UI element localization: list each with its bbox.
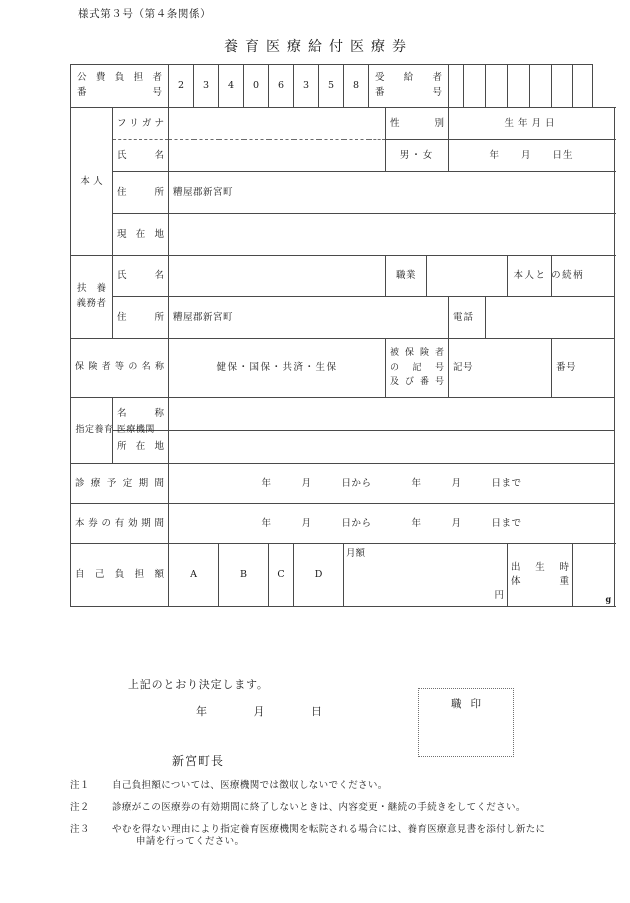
institution-name-value[interactable] [169,398,615,431]
supporter-name-label: 氏名 [113,256,169,297]
note-key: 注１ [70,780,90,791]
row-person-address [71,172,615,214]
note-text: 診療がこの医療券の有効期間に終了しないときは、内容変更・継続の手続きをしてください。 [112,801,526,813]
symbol-number-label: 被保険者 の 記 号 及び番号 [386,339,449,398]
person-address-label: 住所 [113,172,169,214]
payer-digit-4: 0 [244,65,269,108]
name-label: 氏名 [113,140,169,172]
form-number: 様式第３号（第４条関係） [78,8,212,20]
payer-digit-3: 4 [219,65,244,108]
copayment-grade-d[interactable]: D [294,544,344,607]
symbol-field[interactable]: 記号 [449,339,552,398]
copayment-grade-b[interactable]: B [219,544,269,607]
supporter-address-value[interactable]: 糟屋郡新宮町 [169,297,449,339]
treatment-period-value[interactable]: 年 月 日から 年 月 日まで [169,464,615,504]
copayment-label: 自己負担額 [71,544,169,607]
birthdate-value[interactable]: 年 月 日生 [449,140,615,172]
recipient-cell-5 [530,65,552,108]
date-day-label: 日 [311,705,322,718]
payer-digit-1: 2 [169,65,194,108]
row-payer-numbers [71,65,615,108]
monthly-amount-label: 月額 [346,548,366,559]
row-name [71,140,615,172]
note-key: 注３ [70,823,90,835]
insurer-label: 保険者等の名称 [71,339,169,398]
row-supporter-address [71,297,615,339]
row-institution-name [71,398,615,431]
official-seal-box[interactable] [418,688,514,757]
public-payer-label: 公費負担者 番 号 [71,65,169,108]
recipient-cell-4 [508,65,530,108]
recipient-cell-6 [552,65,573,108]
medical-voucher-table [70,64,615,607]
copayment-grade-a[interactable]: A [169,544,219,607]
recipient-cell-1 [449,65,464,108]
occupation-value[interactable] [427,256,508,297]
payer-digit-2: 3 [194,65,219,108]
institution-location-label: 所在地 [113,431,169,464]
row-institution-location [71,431,615,464]
person-current-label: 現在地 [113,214,169,256]
decision-statement: 上記のとおり決定します。 [128,678,269,691]
date-month-label: 月 [253,705,265,718]
document-title: 養育医療給付医療券 [224,39,413,55]
note-text [112,824,590,850]
note-item [70,802,590,815]
insurance-types: 健保・国保・共済・生保 [169,339,386,398]
furigana-value[interactable] [169,108,386,140]
notes-list [70,780,590,858]
payer-digit-6: 3 [294,65,319,108]
recipient-cell-7 [573,65,593,108]
sex-options: 男・女 [386,140,449,172]
birth-weight-label: 出生時 体重 [508,544,573,607]
row-supporter-name [71,256,615,297]
decision-date-line[interactable] [196,703,322,719]
sex-label: 性別 [386,108,449,140]
payer-digit-8: 8 [344,65,369,108]
supporter-name-value[interactable] [169,256,386,297]
note-item [70,824,590,850]
birth-weight-value-cell[interactable] [573,544,615,607]
note-item [70,780,590,793]
recipient-cell-2 [464,65,486,108]
row-insurer [71,339,615,398]
treatment-period-label: 診療予定期間 [71,464,169,504]
phone-label: 電話 [449,297,486,339]
phone-value[interactable] [486,297,615,339]
issuing-authority: 新宮町長 [172,754,225,768]
note-text-continuation: 申請を行ってください。 [136,836,245,848]
payer-digit-7: 5 [319,65,344,108]
recipient-cell-3 [486,65,508,108]
currency-unit: 円 [494,590,505,602]
monthly-amount-cell[interactable] [344,544,508,607]
number-field[interactable]: 番号 [552,339,615,398]
birthdate-label: 生年月日 [449,108,615,140]
validity-period-value[interactable]: 年 月 日から 年 月 日まで [169,504,615,544]
row-copayment [71,544,615,607]
person-section-label: 本人 [71,108,113,256]
recipient-number-label: 受 給 者 番 号 [369,65,449,108]
copayment-grade-c[interactable]: C [269,544,294,607]
occupation-label: 職業 [386,256,427,297]
official-seal-label: 職印 [451,698,490,710]
row-person-current [71,214,615,256]
person-current-value[interactable] [169,214,615,256]
furigana-label: フリガナ [113,108,169,140]
row-treatment-period [71,464,615,504]
note-text-main: やむを得ない理由により指定養育医療機関を転院される場合には、養育医療意見書を添付し新たに [112,823,546,835]
person-address-value[interactable]: 糟屋郡新宮町 [169,172,615,214]
supporter-address-label: 住所 [113,297,169,339]
row-validity-period [71,504,615,544]
date-year-label: 年 [196,705,207,718]
row-furigana [71,108,615,140]
validity-period-label: 本券の有効期間 [71,504,169,544]
supporter-section-label: 扶養 義務者 [71,256,113,339]
institution-location-value[interactable] [169,431,615,464]
institution-section-label: 指定養育 医療機関 [71,398,113,464]
weight-unit: g [605,594,612,604]
institution-name-label: 名称 [113,398,169,431]
payer-digit-5: 6 [269,65,294,108]
note-key: 注２ [70,801,90,813]
relation-label: 本人と の続柄 [508,256,552,297]
name-value[interactable] [169,140,386,172]
note-text: 自己負担額については、医療機関では徴収しないでください。 [112,780,388,791]
